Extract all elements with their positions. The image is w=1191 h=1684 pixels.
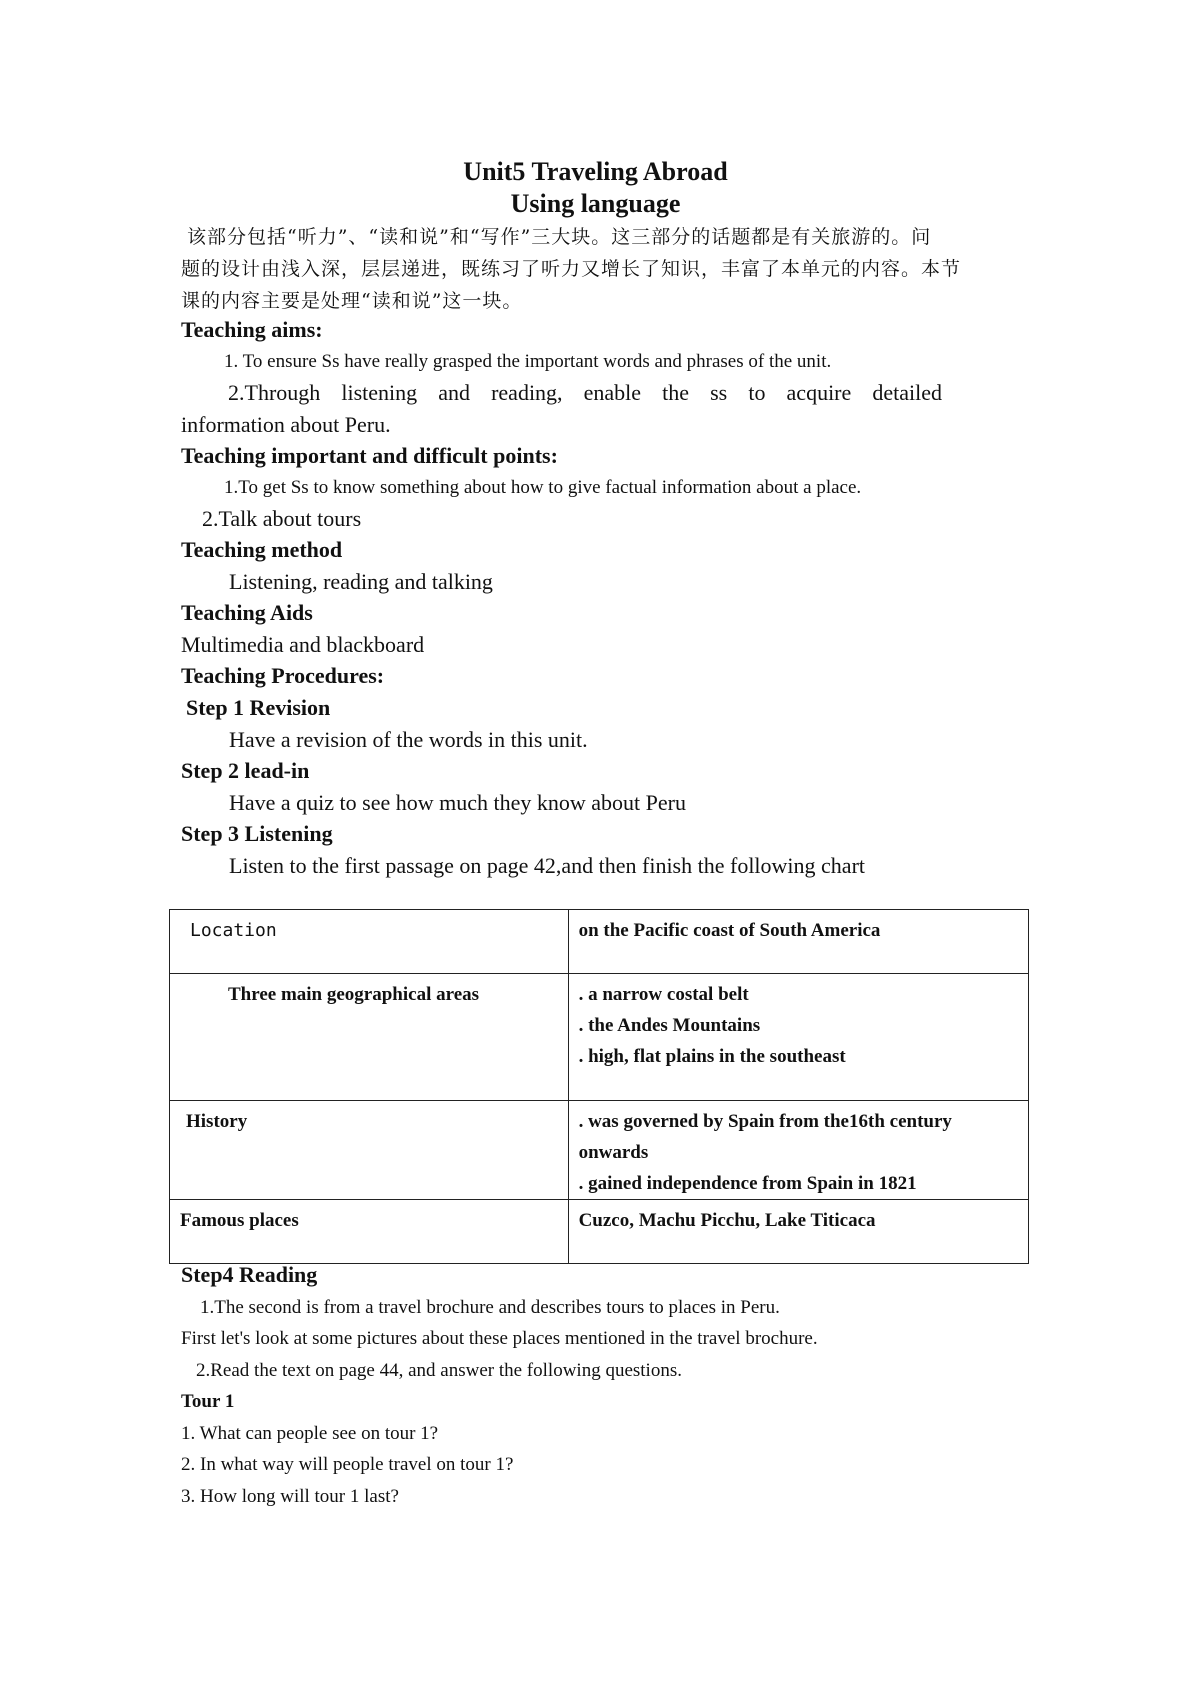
step3-heading: Step 3 Listening — [181, 821, 333, 846]
step2-heading: Step 2 lead-in — [181, 758, 310, 783]
intro-line-2: 题的设计由浅入深，层层递进，既练习了听力又增长了知识，丰富了本单元的内容。本节 — [181, 258, 962, 280]
step4-line-3: 2.Read the text on page 44, and answer the following questions. — [196, 1360, 682, 1381]
history-value-2: onwards — [578, 1142, 649, 1163]
intro-line-1: 该部分包括“听力”、“读和说”和“写作”三大块。这三部分的话题都是有关旅游的。问 — [187, 226, 932, 248]
intro-line-3: 课的内容主要是处理“读和说”这一块。 — [181, 290, 523, 312]
table-row — [170, 974, 1029, 1101]
geography-value-1: . a narrow costal belt — [578, 984, 749, 1005]
method-heading: Teaching method — [181, 537, 343, 562]
step4-heading: Step4 Reading — [181, 1262, 318, 1287]
table-cell-value — [568, 1101, 1028, 1200]
peru-info-table — [169, 909, 1029, 1264]
important-points-item-1: 1.To get Ss to know something about how to give factual information about a place. — [224, 477, 862, 498]
step2-text: Have a quiz to see how much they know about Peru — [229, 790, 686, 815]
step4-line-2: First let's look at some pictures about these places mentioned in the travel brochure. — [181, 1328, 818, 1349]
history-label: History — [186, 1111, 248, 1132]
famous-places-label: Famous places — [180, 1210, 299, 1231]
step4-line-1: 1.The second is from a travel brochure and describes tours to places in Peru. — [200, 1297, 780, 1318]
table-cell-label — [170, 974, 569, 1101]
location-label: Location — [190, 920, 277, 941]
aids-heading: Teaching Aids — [181, 600, 313, 625]
procedures-heading: Teaching Procedures: — [181, 663, 385, 688]
page-subtitle: Using language — [510, 189, 681, 218]
teaching-aims-item-2: 2.Through listening and reading, enable the ss to acquire detailed — [228, 380, 942, 405]
table-cell-label — [170, 1101, 569, 1200]
aids-text: Multimedia and blackboard — [181, 632, 425, 657]
history-value-1: . was governed by Spain from the16th century — [578, 1111, 952, 1132]
table-cell-value — [568, 974, 1028, 1101]
famous-places-value: Cuzco, Machu Picchu, Lake Titicaca — [578, 1210, 876, 1231]
tour1-question-1: 1. What can people see on tour 1? — [181, 1423, 439, 1444]
page-title: Unit5 Traveling Abroad — [463, 157, 728, 186]
geography-value-2: . the Andes Mountains — [578, 1015, 761, 1036]
step1-text: Have a revision of the words in this unit. — [229, 727, 588, 752]
table-row — [170, 910, 1029, 974]
step3-text: Listen to the first passage on page 42,and then finish the following chart — [229, 853, 866, 878]
teaching-aims-item-2-cont: information about Peru. — [181, 412, 391, 437]
tour1-question-2: 2. In what way will people travel on tour 1? — [181, 1454, 514, 1475]
history-value-3: . gained independence from Spain in 1821 — [578, 1173, 917, 1194]
tour1-question-3: 3. How long will tour 1 last? — [181, 1486, 399, 1507]
table-cell-value — [568, 910, 1028, 974]
table-row — [170, 1200, 1029, 1264]
table-cell-label — [170, 1200, 569, 1264]
teaching-aims-item-1: 1. To ensure Ss have really grasped the important words and phrases of the unit. — [224, 351, 832, 372]
important-points-item-2: 2.Talk about tours — [202, 506, 362, 531]
table-cell-label — [170, 910, 569, 974]
table-cell-value — [568, 1200, 1028, 1264]
geography-value-3: . high, flat plains in the southeast — [578, 1046, 846, 1067]
location-value: on the Pacific coast of South America — [578, 920, 881, 941]
geography-label: Three main geographical areas — [228, 984, 480, 1005]
important-points-heading: Teaching important and difficult points: — [181, 443, 558, 468]
table-row — [170, 1101, 1029, 1200]
tour1-heading: Tour 1 — [181, 1391, 235, 1412]
step1-heading: Step 1 Revision — [186, 695, 331, 720]
method-text: Listening, reading and talking — [229, 569, 493, 594]
teaching-aims-heading: Teaching aims: — [181, 317, 323, 342]
